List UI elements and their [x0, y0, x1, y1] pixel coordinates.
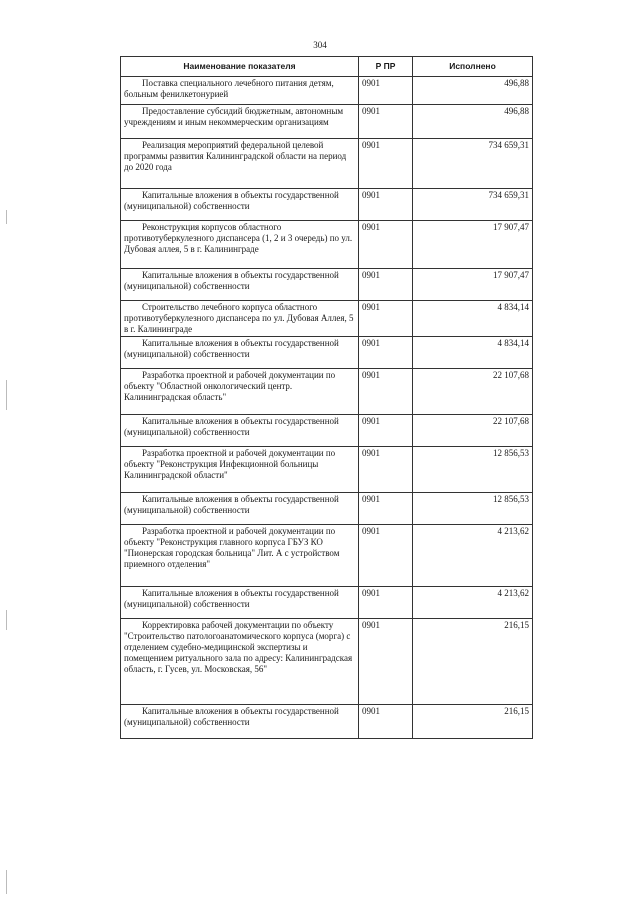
row-section-code: 0901: [359, 369, 413, 415]
table-row: [121, 269, 533, 301]
row-indicator-name: Капитальные вложения в объекты государственной (муниципальной) собственности: [121, 587, 359, 619]
row-executed-value: 12 856,53: [413, 447, 533, 493]
page-number: 304: [313, 40, 327, 50]
header-section-code: Р ПР: [359, 57, 413, 77]
row-executed-value: 496,88: [413, 105, 533, 139]
scan-margin-mark: [6, 870, 7, 894]
row-section-code: 0901: [359, 619, 413, 705]
header-executed: Исполнено: [413, 57, 533, 77]
table-row: [121, 301, 533, 337]
row-executed-value: 4 834,14: [413, 301, 533, 337]
row-executed-value: 22 107,68: [413, 369, 533, 415]
row-executed-value: 4 834,14: [413, 337, 533, 369]
row-section-code: 0901: [359, 269, 413, 301]
table-row: [121, 525, 533, 587]
row-indicator-name: Разработка проектной и рабочей документации по объекту "Реконструкция главного корпуса ГБУЗ КО "Пионерская городская больница" Лит. А с устройством приемного отделения": [121, 525, 359, 587]
table-row: [121, 139, 533, 189]
table-row: [121, 705, 533, 739]
row-section-code: 0901: [359, 587, 413, 619]
row-section-code: 0901: [359, 705, 413, 739]
row-section-code: 0901: [359, 447, 413, 493]
row-executed-value: 17 907,47: [413, 221, 533, 269]
row-executed-value: 12 856,53: [413, 493, 533, 525]
row-section-code: 0901: [359, 189, 413, 221]
row-executed-value: 216,15: [413, 619, 533, 705]
row-indicator-name: Капитальные вложения в объекты государственной (муниципальной) собственности: [121, 415, 359, 447]
row-executed-value: 22 107,68: [413, 415, 533, 447]
table-row: [121, 415, 533, 447]
table-row: [121, 587, 533, 619]
row-indicator-name: Разработка проектной и рабочей документации по объекту "Областной онкологический центр. Калининградская область": [121, 369, 359, 415]
table-row: [121, 447, 533, 493]
row-indicator-name: Капитальные вложения в объекты государственной (муниципальной) собственности: [121, 705, 359, 739]
row-section-code: 0901: [359, 337, 413, 369]
row-executed-value: 4 213,62: [413, 587, 533, 619]
table-row: [121, 493, 533, 525]
row-section-code: 0901: [359, 77, 413, 105]
row-section-code: 0901: [359, 415, 413, 447]
table-row: [121, 369, 533, 415]
row-section-code: 0901: [359, 221, 413, 269]
row-section-code: 0901: [359, 139, 413, 189]
row-indicator-name: Предоставление субсидий бюджетным, автономным учреждениям и иным некоммерческим организациям: [121, 105, 359, 139]
row-indicator-name: Капитальные вложения в объекты государственной (муниципальной) собственности: [121, 269, 359, 301]
row-section-code: 0901: [359, 493, 413, 525]
row-section-code: 0901: [359, 105, 413, 139]
row-indicator-name: Капитальные вложения в объекты государственной (муниципальной) собственности: [121, 337, 359, 369]
row-indicator-name: Реконструкция корпусов областного противотуберкулезного диспансера (1, 2 и 3 очередь) по ул. Дубовая аллея, 5 в г. Калининграде: [121, 221, 359, 269]
row-executed-value: 734 659,31: [413, 189, 533, 221]
scan-margin-mark: [6, 610, 7, 630]
row-executed-value: 216,15: [413, 705, 533, 739]
row-executed-value: 17 907,47: [413, 269, 533, 301]
table-header-row: [121, 57, 533, 77]
table-row: [121, 189, 533, 221]
row-indicator-name: Строительство лечебного корпуса областного противотуберкулезного диспансера по ул. Дубовая Аллея, 5 в г. Калининграде: [121, 301, 359, 337]
table-row: [121, 337, 533, 369]
row-indicator-name: Поставка специального лечебного питания детям, больным фенилкетонурией: [121, 77, 359, 105]
budget-execution-table: [120, 56, 533, 739]
row-executed-value: 4 213,62: [413, 525, 533, 587]
scan-margin-mark: [6, 380, 7, 410]
row-indicator-name: Реализация мероприятий федеральной целевой программы развития Калининградской области на период до 2020 года: [121, 139, 359, 189]
row-section-code: 0901: [359, 301, 413, 337]
row-executed-value: 734 659,31: [413, 139, 533, 189]
table-row: [121, 105, 533, 139]
table-row: [121, 221, 533, 269]
row-indicator-name: Капитальные вложения в объекты государственной (муниципальной) собственности: [121, 493, 359, 525]
header-indicator-name: Наименование показателя: [121, 57, 359, 77]
table-row: [121, 77, 533, 105]
row-section-code: 0901: [359, 525, 413, 587]
row-indicator-name: Корректировка рабочей документации по объекту "Строительство патологоанатомического корпуса (морга) с отделением судебно-медицинской экспертизы и помещением ритуального зала по адресу: Калининградская область, г. Гусев, ул. Московская, 56": [121, 619, 359, 705]
table-row: [121, 619, 533, 705]
row-executed-value: 496,88: [413, 77, 533, 105]
row-indicator-name: Капитальные вложения в объекты государственной (муниципальной) собственности: [121, 189, 359, 221]
row-indicator-name: Разработка проектной и рабочей документации по объекту "Реконструкция Инфекционной больницы Калининградской области": [121, 447, 359, 493]
scan-margin-mark: [6, 210, 7, 224]
